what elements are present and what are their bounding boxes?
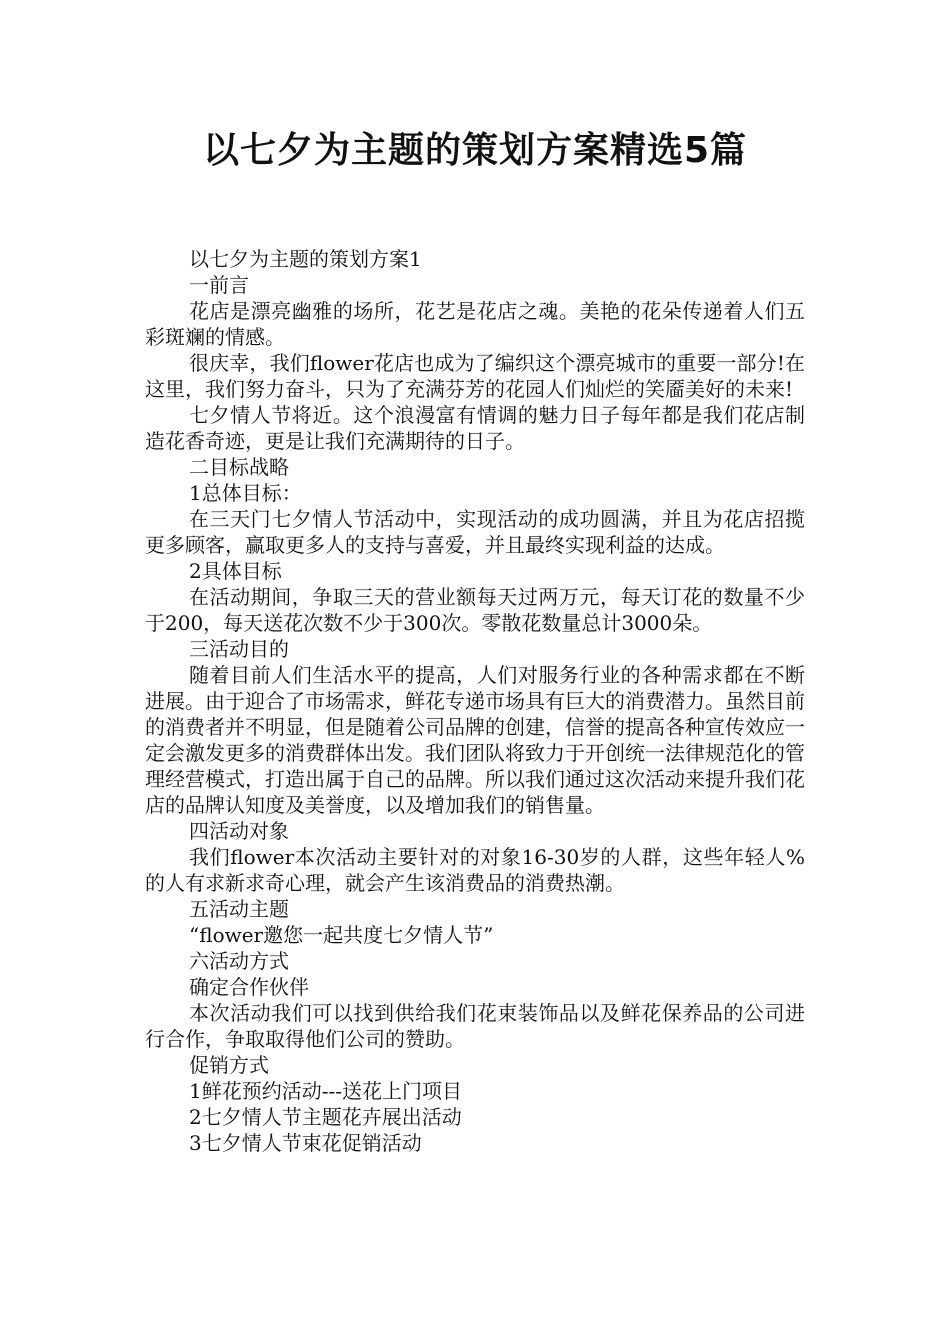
paragraph: 本次活动我们可以找到供给我们花束装饰品以及鲜花保养品的公司进行合作，争取取得他们公司的赞助。	[145, 1001, 805, 1051]
paragraph: 在活动期间，争取三天的营业额每天过两万元，每天订花的数量不少于200，每天送花次数不少于300次。零散花数量总计3000朵。	[145, 585, 805, 635]
paragraph: 二目标战略	[189, 455, 289, 479]
paragraph: 以七夕为主题的策划方案1	[189, 247, 422, 271]
paragraph: 2七夕情人节主题花卉展出活动	[189, 1105, 462, 1129]
paragraph: 在三天门七夕情人节活动中，实现活动的成功圆满，并且为花店招揽更多顾客，赢取更多人的支持与喜爱，并且最终实现利益的达成。	[145, 507, 805, 557]
document-body	[145, 246, 805, 1156]
paragraph: 很庆幸，我们flower花店也成为了编织这个漂亮城市的重要一部分!在这里，我们努力奋斗，只为了充满芬芳的花园人们灿烂的笑靥美好的未来!	[145, 351, 805, 401]
paragraph: 三活动目的	[189, 637, 289, 661]
paragraph: 3七夕情人节束花促销活动	[189, 1131, 422, 1155]
paragraph: 一前言	[189, 273, 249, 297]
paragraph: 四活动对象	[189, 819, 289, 843]
paragraph: 2具体目标	[189, 559, 282, 583]
paragraph: 花店是漂亮幽雅的场所，花艺是花店之魂。美艳的花朵传递着人们五彩斑斓的情感。	[145, 299, 805, 349]
paragraph: 六活动方式	[189, 949, 289, 973]
paragraph: 1鲜花预约活动---送花上门项目	[189, 1079, 462, 1103]
document-title: 以七夕为主题的策划方案精选5篇	[202, 130, 748, 171]
paragraph: 我们flower本次活动主要针对的对象16-30岁的人群，这些年轻人%的人有求新求奇心理，就会产生该消费品的消费热潮。	[145, 845, 805, 895]
paragraph: 随着目前人们生活水平的提高，人们对服务行业的各种需求都在不断进展。由于迎合了市场需求，鲜花专递市场具有巨大的消费潜力。虽然目前的消费者并不明显，但是随着公司品牌的创建，信誉的提高各种宣传效应一定会激发更多的消费群体出发。我们团队将致力于开创统一法律规范化的管理经营模式，打造出属于自己的品牌。所以我们通过这次活动来提升我们花店的品牌认知度及美誉度，以及增加我们的销售量。	[145, 663, 805, 817]
paragraph: “flower邀您一起共度七夕情人节”	[189, 923, 494, 947]
paragraph: 1总体目标：	[189, 481, 302, 505]
paragraph: 七夕情人节将近。这个浪漫富有情调的魅力日子每年都是我们花店制造花香奇迹，更是让我们充满期待的日子。	[145, 403, 805, 453]
paragraph: 确定合作伙伴	[189, 975, 309, 999]
paragraph: 五活动主题	[189, 897, 289, 921]
paragraph: 促销方式	[189, 1053, 269, 1077]
